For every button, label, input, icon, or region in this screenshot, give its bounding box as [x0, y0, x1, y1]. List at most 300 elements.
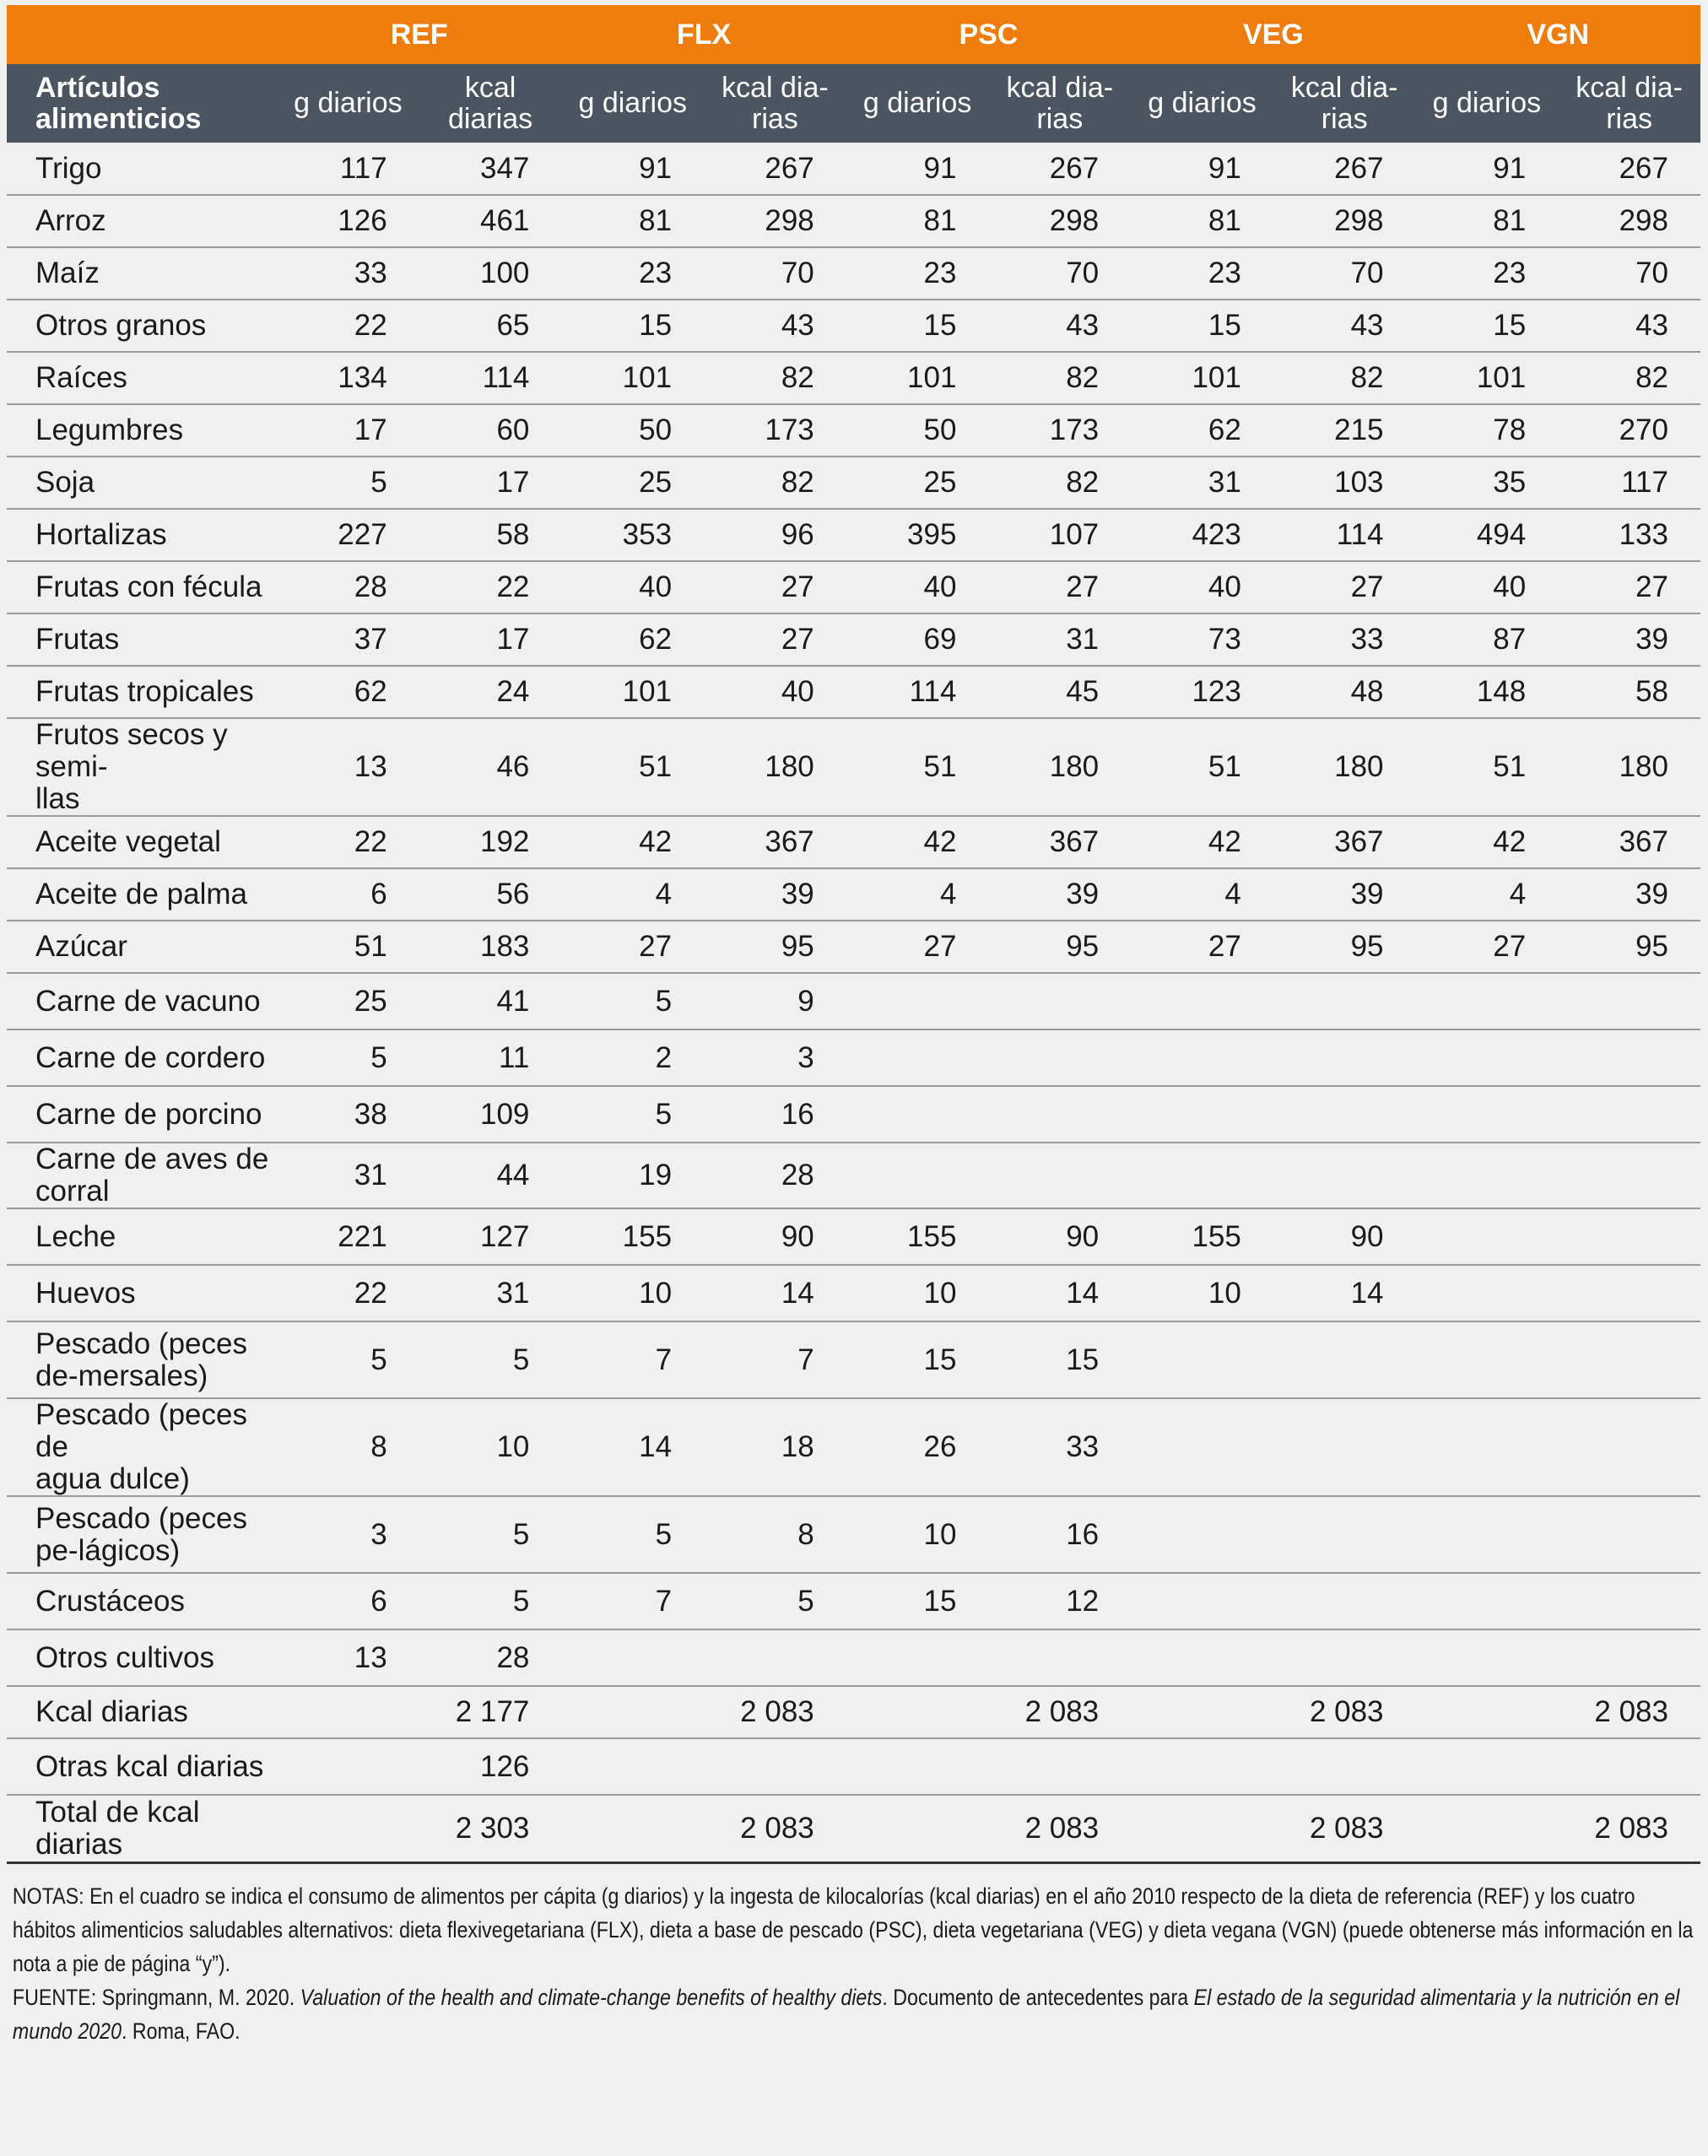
kcal-cell: 5	[704, 1573, 846, 1629]
table-row	[7, 1686, 1700, 1738]
kcal-cell: 17	[419, 457, 562, 509]
grams-cell: 7	[561, 1321, 704, 1398]
kcal-cell: 367	[988, 816, 1131, 868]
grams-cell: 37	[277, 613, 419, 666]
grams-cell: 91	[1131, 143, 1273, 195]
table-row	[7, 1573, 1700, 1629]
kcal-cell: 215	[1273, 404, 1416, 457]
notes-text: En el cuadro se indica el consumo de alimentos per cápita (g diarios) y la ingesta de kilocalorías (kcal diarias) en el año 2010 respecto de la dieta de referencia (REF) y los cuatro hábitos alimenticios saludables alternativos: dieta flexivegetariana (FLX), dieta a base de pescado (PSC), dieta vegetariana (VEG) y dieta vegana (VGN) (puede obtenerse más información en la nota a pie de página “y”).	[12, 1883, 1694, 1976]
kcal-cell	[988, 1629, 1131, 1686]
food-consumption-table	[7, 5, 1700, 1864]
kcal-cell	[1273, 1738, 1416, 1795]
kcal-cell: 27	[1558, 561, 1700, 613]
table-row	[7, 352, 1700, 404]
kcal-cell: 39	[1558, 868, 1700, 921]
kcal-cell: 65	[419, 300, 562, 352]
grams-cell: 423	[1131, 509, 1273, 561]
food-item-name: Maíz	[7, 247, 277, 300]
kcal-cell: 180	[704, 718, 846, 816]
grams-cell: 87	[1416, 613, 1559, 666]
kcal-cell	[1558, 1143, 1700, 1208]
grams-cell	[1416, 1143, 1559, 1208]
kcal-cell	[1558, 973, 1700, 1029]
grams-cell	[1416, 1686, 1559, 1738]
kcal-cell: 82	[1273, 352, 1416, 404]
kcal-cell: 15	[988, 1321, 1131, 1398]
grams-cell: 40	[846, 561, 989, 613]
grams-cell: 28	[277, 561, 419, 613]
grams-cell: 155	[561, 1208, 704, 1265]
source-author: Springmann, M. 2020.	[101, 1984, 295, 2010]
group-header-ref: REF	[277, 5, 561, 64]
grams-cell: 14	[561, 1398, 704, 1496]
column-header-kcal: kcal dia- rias	[988, 64, 1131, 143]
kcal-cell: 367	[1558, 816, 1700, 868]
food-item-name: Frutas	[7, 613, 277, 666]
kcal-cell	[1273, 973, 1416, 1029]
grams-cell: 31	[1131, 457, 1273, 509]
kcal-cell: 5	[419, 1321, 562, 1398]
grams-cell: 155	[846, 1208, 989, 1265]
kcal-cell: 267	[1558, 143, 1700, 195]
table-row	[7, 1208, 1700, 1265]
kcal-cell: 33	[1273, 613, 1416, 666]
kcal-cell: 133	[1558, 509, 1700, 561]
grams-cell	[846, 1629, 989, 1686]
grams-cell	[1131, 1629, 1273, 1686]
food-item-name: Carne de cordero	[7, 1029, 277, 1086]
table-row	[7, 1629, 1700, 1686]
kcal-cell: 82	[1558, 352, 1700, 404]
grams-cell: 31	[277, 1143, 419, 1208]
grams-cell: 6	[277, 1573, 419, 1629]
grams-cell: 40	[1131, 561, 1273, 613]
grams-cell: 10	[846, 1496, 989, 1573]
grams-cell	[1416, 1795, 1559, 1862]
grams-cell: 50	[561, 404, 704, 457]
grams-cell: 62	[561, 613, 704, 666]
kcal-cell: 2 083	[988, 1686, 1131, 1738]
sub-header-row	[7, 64, 1700, 143]
kcal-cell: 43	[988, 300, 1131, 352]
kcal-cell: 39	[1273, 868, 1416, 921]
food-item-name: Frutas con fécula	[7, 561, 277, 613]
kcal-cell: 33	[988, 1398, 1131, 1496]
grams-cell	[846, 1029, 989, 1086]
grams-cell	[1131, 1686, 1273, 1738]
kcal-cell: 96	[704, 509, 846, 561]
table-row	[7, 143, 1700, 195]
kcal-cell	[988, 1738, 1131, 1795]
kcal-cell: 82	[704, 352, 846, 404]
table-row	[7, 195, 1700, 247]
kcal-cell: 2 083	[704, 1686, 846, 1738]
kcal-cell: 31	[988, 613, 1131, 666]
grams-cell: 42	[561, 816, 704, 868]
kcal-cell: 8	[704, 1496, 846, 1573]
source-label: FUENTE:	[12, 1984, 97, 2010]
kcal-cell: 41	[419, 973, 562, 1029]
table-row	[7, 247, 1700, 300]
kcal-cell: 180	[1273, 718, 1416, 816]
kcal-cell	[704, 1738, 846, 1795]
grams-cell: 117	[277, 143, 419, 195]
kcal-cell: 70	[704, 247, 846, 300]
grams-cell: 25	[277, 973, 419, 1029]
kcal-cell: 298	[704, 195, 846, 247]
grams-cell	[1131, 1321, 1273, 1398]
grams-cell: 62	[277, 666, 419, 718]
grams-cell: 27	[561, 921, 704, 973]
grams-cell: 15	[561, 300, 704, 352]
kcal-cell: 109	[419, 1086, 562, 1143]
kcal-cell	[988, 1086, 1131, 1143]
grams-cell: 155	[1131, 1208, 1273, 1265]
grams-cell: 148	[1416, 666, 1559, 718]
grams-cell	[846, 1795, 989, 1862]
kcal-cell: 183	[419, 921, 562, 973]
table-row	[7, 613, 1700, 666]
grams-cell	[277, 1738, 419, 1795]
kcal-cell: 10	[419, 1398, 562, 1496]
kcal-cell: 2 303	[419, 1795, 562, 1862]
table-row	[7, 1086, 1700, 1143]
notes-paragraph	[13, 1879, 1696, 1980]
kcal-cell	[1273, 1143, 1416, 1208]
grams-cell: 23	[1131, 247, 1273, 300]
kcal-cell	[1273, 1398, 1416, 1496]
kcal-cell: 103	[1273, 457, 1416, 509]
grams-cell: 51	[1131, 718, 1273, 816]
grams-cell: 10	[1131, 1265, 1273, 1321]
table-row	[7, 1496, 1700, 1573]
grams-cell: 81	[1416, 195, 1559, 247]
grams-cell: 81	[561, 195, 704, 247]
table-row	[7, 1029, 1700, 1086]
table-row	[7, 921, 1700, 973]
kcal-cell: 95	[1273, 921, 1416, 973]
grams-cell: 15	[1416, 300, 1559, 352]
kcal-cell: 39	[988, 868, 1131, 921]
group-header-flx: FLX	[561, 5, 846, 64]
grams-cell: 5	[561, 1086, 704, 1143]
kcal-cell: 16	[704, 1086, 846, 1143]
source-title-2: El estado de la seguridad alimentaria y la nutrición en el mundo 2020	[12, 1984, 1680, 2044]
kcal-cell: 95	[988, 921, 1131, 973]
grams-cell: 27	[1131, 921, 1273, 973]
food-item-name: Aceite vegetal	[7, 816, 277, 868]
grams-cell: 42	[1416, 816, 1559, 868]
kcal-cell	[1558, 1321, 1700, 1398]
kcal-cell: 24	[419, 666, 562, 718]
grams-cell: 15	[846, 1573, 989, 1629]
kcal-cell: 5	[419, 1573, 562, 1629]
grams-cell: 69	[846, 613, 989, 666]
kcal-cell: 43	[1558, 300, 1700, 352]
grams-cell: 38	[277, 1086, 419, 1143]
grams-cell: 35	[1416, 457, 1559, 509]
grams-cell	[561, 1795, 704, 1862]
food-item-name: Leche	[7, 1208, 277, 1265]
grams-cell: 101	[1131, 352, 1273, 404]
grams-cell: 4	[561, 868, 704, 921]
kcal-cell: 2 177	[419, 1686, 562, 1738]
grams-cell	[561, 1738, 704, 1795]
food-item-name: Crustáceos	[7, 1573, 277, 1629]
grams-cell: 33	[277, 247, 419, 300]
food-item-name: Huevos	[7, 1265, 277, 1321]
grams-cell: 51	[846, 718, 989, 816]
grams-cell: 19	[561, 1143, 704, 1208]
kcal-cell: 95	[704, 921, 846, 973]
table-row	[7, 509, 1700, 561]
source-mid: . Documento de antecedentes para	[882, 1984, 1189, 2010]
kcal-cell: 14	[988, 1265, 1131, 1321]
kcal-cell: 114	[419, 352, 562, 404]
kcal-cell: 45	[988, 666, 1131, 718]
grams-cell	[1131, 1738, 1273, 1795]
food-item-name: Azúcar	[7, 921, 277, 973]
kcal-cell: 267	[988, 143, 1131, 195]
grams-cell	[846, 1738, 989, 1795]
table-row	[7, 300, 1700, 352]
column-header-g: g diarios	[1416, 64, 1559, 143]
kcal-cell	[1273, 1629, 1416, 1686]
kcal-cell: 2 083	[704, 1795, 846, 1862]
grams-cell: 5	[277, 1029, 419, 1086]
grams-cell: 5	[277, 457, 419, 509]
kcal-cell: 43	[1273, 300, 1416, 352]
food-item-name: Frutas tropicales	[7, 666, 277, 718]
food-item-name: Aceite de palma	[7, 868, 277, 921]
grams-cell	[1416, 1265, 1559, 1321]
grams-cell	[1416, 1208, 1559, 1265]
grams-cell: 22	[277, 816, 419, 868]
grams-cell	[1131, 1086, 1273, 1143]
kcal-cell: 347	[419, 143, 562, 195]
kcal-cell: 17	[419, 613, 562, 666]
grams-cell: 81	[1131, 195, 1273, 247]
kcal-cell: 2 083	[1273, 1795, 1416, 1862]
kcal-cell: 16	[988, 1496, 1131, 1573]
kcal-cell: 2 083	[988, 1795, 1131, 1862]
table-row	[7, 1398, 1700, 1496]
kcal-cell	[988, 973, 1131, 1029]
grams-cell: 40	[1416, 561, 1559, 613]
grams-cell	[846, 1143, 989, 1208]
kcal-cell: 267	[704, 143, 846, 195]
grams-cell: 81	[846, 195, 989, 247]
grams-cell: 6	[277, 868, 419, 921]
grams-cell: 62	[1131, 404, 1273, 457]
grams-cell: 15	[1131, 300, 1273, 352]
table-row	[7, 868, 1700, 921]
kcal-cell: 95	[1558, 921, 1700, 973]
kcal-cell	[988, 1029, 1131, 1086]
grams-cell: 353	[561, 509, 704, 561]
kcal-cell	[1558, 1629, 1700, 1686]
grams-cell: 91	[1416, 143, 1559, 195]
grams-cell: 126	[277, 195, 419, 247]
food-item-name: Soja	[7, 457, 277, 509]
grams-cell: 10	[561, 1265, 704, 1321]
kcal-cell	[1558, 1208, 1700, 1265]
food-item-name: Raíces	[7, 352, 277, 404]
grams-cell: 4	[846, 868, 989, 921]
grams-cell: 8	[277, 1398, 419, 1496]
kcal-cell: 5	[419, 1496, 562, 1573]
table-body	[7, 143, 1700, 1862]
grams-cell: 101	[1416, 352, 1559, 404]
food-item-name: Otros cultivos	[7, 1629, 277, 1686]
grams-cell	[846, 1686, 989, 1738]
grams-cell: 42	[846, 816, 989, 868]
food-item-name: Hortalizas	[7, 509, 277, 561]
kcal-cell	[988, 1143, 1131, 1208]
grams-cell: 15	[846, 1321, 989, 1398]
grams-cell: 25	[846, 457, 989, 509]
kcal-cell: 28	[704, 1143, 846, 1208]
grams-cell: 13	[277, 1629, 419, 1686]
kcal-cell: 82	[988, 457, 1131, 509]
grams-cell: 26	[846, 1398, 989, 1496]
table-row	[7, 457, 1700, 509]
grams-cell: 4	[1416, 868, 1559, 921]
kcal-cell: 27	[988, 561, 1131, 613]
group-header-blank	[7, 5, 277, 64]
kcal-cell: 114	[1273, 509, 1416, 561]
grams-cell: 27	[1416, 921, 1559, 973]
table-row	[7, 718, 1700, 816]
food-item-name: Otras kcal diarias	[7, 1738, 277, 1795]
kcal-cell: 192	[419, 816, 562, 868]
kcal-cell: 82	[988, 352, 1131, 404]
table-row	[7, 1265, 1700, 1321]
grams-cell	[1416, 1738, 1559, 1795]
kcal-cell: 22	[419, 561, 562, 613]
kcal-cell: 58	[419, 509, 562, 561]
kcal-cell: 56	[419, 868, 562, 921]
grams-cell: 73	[1131, 613, 1273, 666]
kcal-cell: 2 083	[1273, 1686, 1416, 1738]
notes-label: NOTAS:	[12, 1883, 84, 1909]
grams-cell	[1131, 1496, 1273, 1573]
food-item-name: Carne de vacuno	[7, 973, 277, 1029]
grams-cell	[1131, 1398, 1273, 1496]
kcal-cell: 14	[704, 1265, 846, 1321]
kcal-cell: 90	[704, 1208, 846, 1265]
grams-cell: 51	[1416, 718, 1559, 816]
table-row	[7, 1143, 1700, 1208]
grams-cell: 134	[277, 352, 419, 404]
food-item-name: Total de kcal diarias	[7, 1795, 277, 1862]
grams-cell: 23	[846, 247, 989, 300]
grams-cell	[1131, 1029, 1273, 1086]
grams-cell: 22	[277, 300, 419, 352]
kcal-cell: 461	[419, 195, 562, 247]
grams-cell: 23	[561, 247, 704, 300]
grams-cell: 494	[1416, 509, 1559, 561]
grams-cell: 91	[846, 143, 989, 195]
kcal-cell: 367	[1273, 816, 1416, 868]
grams-cell: 78	[1416, 404, 1559, 457]
kcal-cell: 39	[704, 868, 846, 921]
grams-cell: 101	[561, 666, 704, 718]
grams-cell	[1131, 1795, 1273, 1862]
kcal-cell	[1558, 1398, 1700, 1496]
grams-cell: 123	[1131, 666, 1273, 718]
kcal-cell: 43	[704, 300, 846, 352]
table-row	[7, 1738, 1700, 1795]
grams-cell	[277, 1686, 419, 1738]
source-end: . Roma, FAO.	[121, 2018, 241, 2044]
grams-cell	[1131, 1573, 1273, 1629]
grams-cell: 13	[277, 718, 419, 816]
grams-cell: 42	[1131, 816, 1273, 868]
kcal-cell	[1558, 1573, 1700, 1629]
grams-cell	[846, 973, 989, 1029]
kcal-cell: 44	[419, 1143, 562, 1208]
grams-cell: 5	[277, 1321, 419, 1398]
grams-cell: 101	[561, 352, 704, 404]
source-paragraph	[13, 1980, 1696, 2048]
grams-cell: 101	[846, 352, 989, 404]
kcal-cell	[704, 1629, 846, 1686]
grams-cell	[1416, 1496, 1559, 1573]
column-header-kcal: kcal dia- rias	[1273, 64, 1416, 143]
food-item-name: Otros granos	[7, 300, 277, 352]
grams-cell: 2	[561, 1029, 704, 1086]
kcal-cell: 48	[1273, 666, 1416, 718]
kcal-cell: 100	[419, 247, 562, 300]
grams-cell	[1416, 1398, 1559, 1496]
food-item-name: Arroz	[7, 195, 277, 247]
kcal-cell: 14	[1273, 1265, 1416, 1321]
grams-cell: 51	[277, 921, 419, 973]
grams-cell: 91	[561, 143, 704, 195]
column-header-g: g diarios	[846, 64, 989, 143]
kcal-cell: 12	[988, 1573, 1131, 1629]
kcal-cell: 2 083	[1558, 1795, 1700, 1862]
kcal-cell: 267	[1273, 143, 1416, 195]
grams-cell: 114	[846, 666, 989, 718]
grams-cell: 3	[277, 1496, 419, 1573]
grams-cell: 50	[846, 404, 989, 457]
kcal-cell: 2 083	[1558, 1686, 1700, 1738]
kcal-cell: 27	[704, 613, 846, 666]
kcal-cell	[1558, 1029, 1700, 1086]
grams-cell	[1131, 973, 1273, 1029]
grams-cell	[1416, 1086, 1559, 1143]
kcal-cell: 107	[988, 509, 1131, 561]
food-item-name: Trigo	[7, 143, 277, 195]
kcal-cell: 70	[1273, 247, 1416, 300]
grams-cell	[1416, 1573, 1559, 1629]
kcal-cell: 70	[1558, 247, 1700, 300]
grams-cell	[561, 1686, 704, 1738]
column-header-kcal: kcal dia- rias	[704, 64, 846, 143]
kcal-cell: 117	[1558, 457, 1700, 509]
kcal-cell: 82	[704, 457, 846, 509]
grams-cell	[846, 1086, 989, 1143]
table-row	[7, 973, 1700, 1029]
food-item-name: Pescado (peces pe-lágicos)	[7, 1496, 277, 1573]
kcal-cell	[1558, 1265, 1700, 1321]
column-header-g: g diarios	[277, 64, 419, 143]
grams-cell: 5	[561, 1496, 704, 1573]
kcal-cell: 40	[704, 666, 846, 718]
kcal-cell: 127	[419, 1208, 562, 1265]
